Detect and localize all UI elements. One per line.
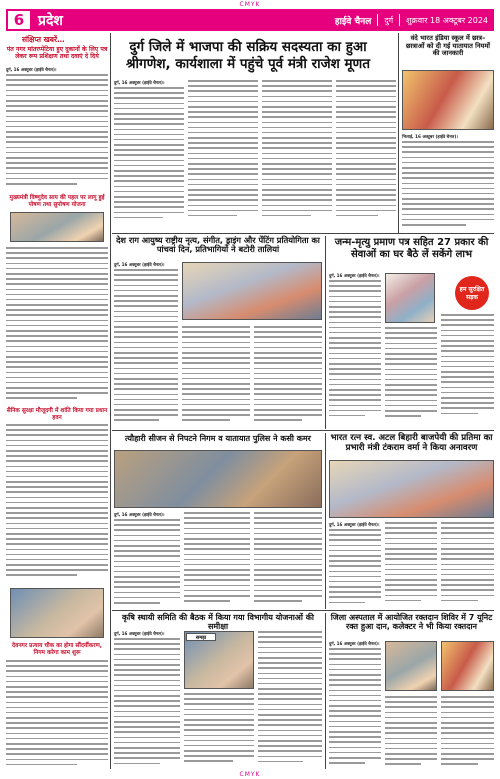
- blood-col3: [441, 696, 494, 768]
- brief4-headline: देवनगर प्रत्याय चौक का होगा सौंदर्यीकरण, निगम करेगा काम शुरू: [12, 643, 102, 656]
- section-title: प्रदेश: [38, 12, 63, 29]
- brief2-headline: मुख्यमंत्री विष्णुदेव साय की पहल पर लागू हुई पोषण तथा सुपोषण योजना: [9, 195, 105, 208]
- top-story-col3: [262, 80, 332, 227]
- blood-col2: [385, 696, 437, 768]
- brief1-body: [6, 74, 108, 192]
- blood-headline: जिला अस्पताल में आयोजित रक्तदान शिविर में 7 यूनिट रक्त हुआ दान, कलेक्टर ने भी किया रक्तदान: [330, 613, 493, 632]
- agri-col3: [258, 631, 322, 768]
- festival-col3: [254, 512, 322, 607]
- column-rule: [325, 613, 326, 769]
- atal-col3: [441, 522, 494, 607]
- agri-dateline: दुर्ग, 16 अक्टूबर (हाईवे चैनल)।: [114, 631, 165, 636]
- middle-right-photo: [385, 273, 435, 323]
- top-story-col2: [188, 80, 258, 227]
- column-rule: [110, 33, 111, 769]
- middle-left-col3: [254, 326, 322, 427]
- cmyk-mark-top: CMYK: [239, 1, 261, 8]
- middle-right-col2: [385, 327, 437, 427]
- page-number: 6: [8, 11, 30, 29]
- middle-left-headline: देश राग आयुष्य राष्ट्रीय नृत्य, संगीत, ड्राइंग और पेंटिंग प्रतियोगिता का पांचवां दिन, प्रतिभागियों ने बटोरी तालियां: [116, 235, 320, 255]
- divider: [399, 14, 400, 26]
- top-story-dateline: दुर्ग, 16 अक्टूबर (हाईवे चैनल)।: [114, 80, 165, 85]
- top-story-col1: [114, 87, 184, 227]
- top-story-headline-1: दुर्ग जिले में भाजपा की सक्रिय सदस्यता का हुआ: [129, 39, 367, 55]
- agri-col2: [184, 693, 254, 768]
- agri-col1: [114, 638, 180, 768]
- edition: दुर्ग: [384, 15, 394, 25]
- brief3-photo: [10, 588, 104, 638]
- middle-left-col2: [182, 326, 250, 427]
- brief4-body: [6, 660, 108, 770]
- middle-right-badge: हम सुरक्षित सड़क: [455, 276, 489, 310]
- agri-banner: समझ: [186, 633, 216, 641]
- brief1-headline: पंत नगर मांतरप्पेटिया हुए दुकानों के लिए पत्र लेकर रूप प्रशिक्षण तथा दवाएं दे दिये: [6, 46, 108, 61]
- festival-col1: [114, 519, 180, 607]
- brief1-dateline: दुर्ग, 16 अक्टूबर (हाईवे चैनल)।: [6, 67, 57, 72]
- brief3-headline: सैनिक सुरक्षा मौजूदगी में शांति किया गया प्रधान हवन: [6, 408, 108, 421]
- festival-photo: [114, 450, 322, 508]
- middle-right-col1: [329, 280, 381, 427]
- briefs-kicker: संक्षिप्त खबरें…: [22, 35, 65, 44]
- blood-dateline: दुर्ग, 16 अक्टूबर (हाईवे चैनल)।: [329, 641, 380, 646]
- brief2-body: [6, 247, 108, 407]
- blood-photo-2: [441, 641, 494, 691]
- right-top-photo: [402, 70, 494, 130]
- festival-dateline: दुर्ग, 16 अक्टूबर (हाईवे चैनल)।: [114, 512, 165, 517]
- top-story-headline-2: श्रीगणेश, कार्यशाला में पहुंचे पूर्व मंत्री राजेश मूणत: [125, 56, 371, 72]
- agri-headline: कृषि स्थायी समिति की बैठक में किया गया विभागीय योजनाओं की समीक्षा: [122, 613, 314, 632]
- divider: [377, 14, 378, 26]
- brief3-body: [6, 424, 108, 584]
- top-story-col4: [336, 80, 396, 227]
- row-rule: [112, 430, 494, 431]
- right-top-body: [402, 141, 494, 229]
- blood-col1: [329, 648, 381, 768]
- middle-left-col1: [114, 269, 178, 427]
- brand-name: हाईवे चैनल: [334, 16, 372, 27]
- right-top-headline: वंदे भारत इंडिया स्कूल में छात्र–छात्राओं को दी गई यातायात नियमों की जानकारी: [406, 34, 490, 58]
- right-top-dateline: भिलाई, 16 अक्टूबर (हाईवे चैनल)।: [402, 134, 458, 139]
- middle-right-headline: जन्म-मृत्यु प्रमाण पत्र सहित 27 प्रकार की सेवाओं का घर बैठे लें सकेंगे लाभ: [334, 237, 489, 260]
- atal-headline: भारत रत्न स्व. अटल बिहारी बाजपेयी की प्रतिमा का प्रभारी मंत्री टंकराम वर्मा ने किया अनावरण: [330, 433, 493, 453]
- middle-left-dateline: दुर्ग, 16 अक्टूबर (हाईवे चैनल)।: [114, 262, 165, 267]
- middle-left-photo: [182, 262, 322, 320]
- row-rule: [112, 233, 494, 234]
- festival-col2: [184, 512, 250, 607]
- festival-headline: त्यौहारी सीजन से निपटने निगम व यातायात पुलिस ने कसी कमर: [125, 434, 311, 443]
- atal-col2: [385, 522, 437, 607]
- atal-dateline: दुर्ग, 16 अक्टूबर (हाईवे चैनल)।: [329, 522, 380, 527]
- middle-right-dateline: दुर्ग, 16 अक्टूबर (हाईवे चैनल)।: [329, 273, 380, 278]
- atal-photo: [329, 460, 494, 518]
- column-rule: [398, 33, 399, 233]
- row-rule: [112, 610, 494, 611]
- column-rule: [325, 236, 326, 429]
- atal-col1: [329, 529, 381, 607]
- middle-right-col3: [441, 314, 494, 427]
- masthead: [6, 9, 494, 31]
- cmyk-mark-bottom: CMYK: [239, 771, 261, 778]
- blood-photo-1: [385, 641, 437, 691]
- brief2-photo: [10, 212, 104, 242]
- column-rule: [325, 433, 326, 609]
- masthead-right: [335, 14, 494, 27]
- issue-date: शुक्रवार 18 अक्टूबर 2024: [406, 15, 488, 25]
